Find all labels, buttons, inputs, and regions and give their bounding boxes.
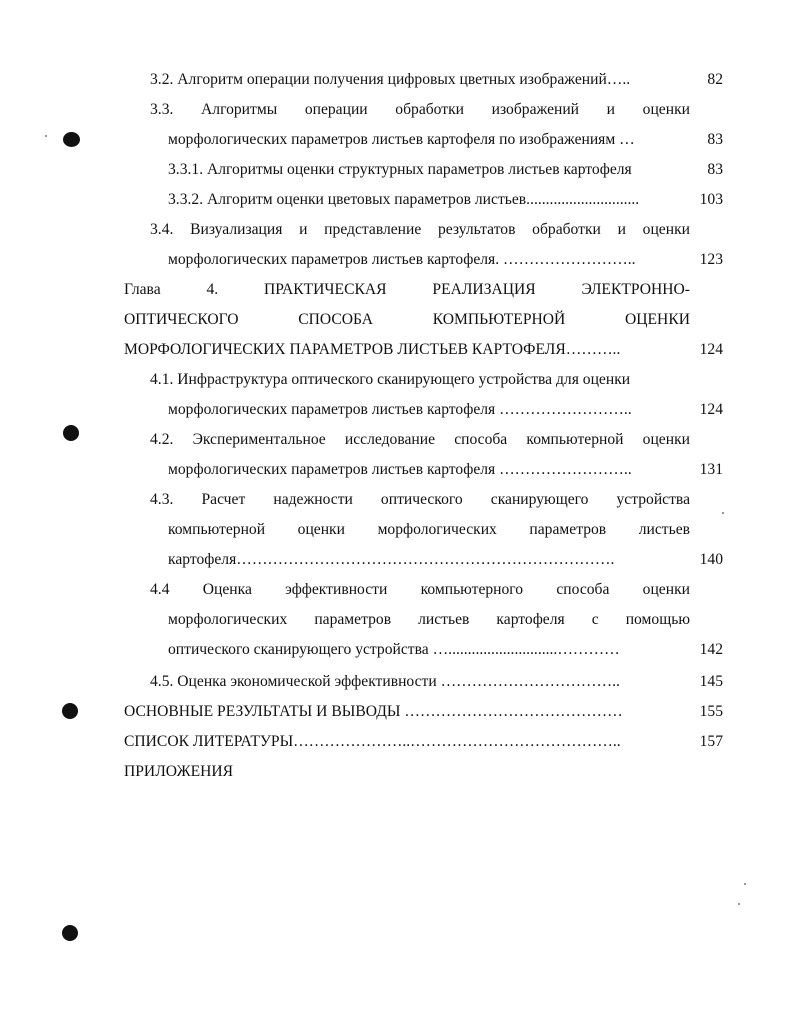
toc-entry-3-4: 3.4. Визуализация и представление результатов обработки и оценки — [150, 221, 690, 238]
scan-speck — [722, 512, 724, 514]
toc-chapter-4-cont: ОПТИЧЕСКОГО СПОСОБА КОМПЬЮТЕРНОЙ ОЦЕНКИ — [124, 311, 690, 328]
toc-page-number: 124 — [699, 401, 723, 418]
toc-chapter-4: Глава 4. ПРАКТИЧЕСКАЯ РЕАЛИЗАЦИЯ ЭЛЕКТРОННО- — [124, 281, 690, 298]
toc-entry-4-2: 4.2. Экспериментальное исследование способа компьютерной оценки — [150, 431, 690, 448]
punch-hole-mark — [62, 925, 78, 941]
toc-entry-3-3-1: 3.3.1. Алгоритмы оценки структурных параметров листьев картофеля — [168, 161, 632, 178]
toc-entry-4-1: 4.1. Инфраструктура оптического сканирующего устройства для оценки — [150, 371, 631, 388]
punch-hole-mark — [62, 703, 78, 719]
toc-entry-3-2: 3.2. Алгоритм операции получения цифровых цветных изображений….. — [150, 71, 631, 88]
scan-speck — [744, 883, 746, 885]
toc-results-conclusions: ОСНОВНЫЕ РЕЗУЛЬТАТЫ И ВЫВОДЫ …………………………………… — [124, 703, 623, 720]
toc-page-number: 124 — [699, 341, 723, 358]
toc-entry-4-5: 4.5. Оценка экономической эффективности …………………………….. — [150, 673, 620, 690]
toc-entry-3-3: 3.3. Алгоритмы операции обработки изображений и оценки — [150, 101, 690, 118]
toc-page-number: 140 — [699, 551, 723, 568]
scan-speck — [738, 903, 740, 905]
toc-entry-3-3-cont: морфологических параметров листьев картофеля по изображениям … — [168, 131, 635, 148]
toc-chapter-4-cont: МОРФОЛОГИЧЕСКИХ ПАРАМЕТРОВ ЛИСТЬЕВ КАРТОФЕЛЯ……….. — [124, 341, 621, 358]
toc-entry-4-3-cont: компьютерной оценки морфологических параметров листьев — [168, 521, 690, 538]
toc-page-number: 83 — [707, 131, 723, 148]
punch-hole-mark — [63, 132, 80, 147]
toc-page-number: 145 — [699, 673, 723, 690]
toc-page-number: 82 — [707, 71, 723, 88]
toc-entry-3-3-2: 3.3.2. Алгоритм оценки цветовых параметров листьев............................. — [168, 191, 640, 208]
toc-page-number: 157 — [699, 733, 723, 750]
toc-entry-4-3-cont: картофеля………………………………………………………………. — [168, 551, 615, 568]
toc-entry-4-4-cont: оптического сканирующего устройства …............................………… — [168, 641, 620, 658]
toc-page-number: 123 — [699, 251, 723, 268]
toc-entry-4-4-cont: морфологических параметров листьев картофеля с помощью — [168, 611, 690, 628]
toc-entry-4-4: 4.4 Оценка эффективности компьютерного способа оценки — [150, 581, 690, 598]
toc-entry-4-3: 4.3. Расчет надежности оптического сканирующего устройства — [150, 491, 690, 508]
toc-page-number: 83 — [707, 161, 723, 178]
toc-entry-4-1-cont: морфологических параметров листьев картофеля …………………….. — [168, 401, 632, 418]
punch-hole-mark — [63, 425, 79, 441]
toc-appendices: ПРИЛОЖЕНИЯ — [124, 763, 234, 780]
scan-speck — [45, 135, 47, 137]
toc-page-number: 142 — [699, 641, 723, 658]
toc-entry-4-2-cont: морфологических параметров листьев картофеля …………………….. — [168, 461, 632, 478]
toc-page-number: 131 — [699, 461, 723, 478]
toc-page-number: 103 — [699, 191, 723, 208]
toc-entry-3-4-cont: морфологических параметров листьев картофеля. …………………….. — [168, 251, 636, 268]
toc-page-number: 155 — [699, 703, 723, 720]
toc-references: СПИСОК ЛИТЕРАТУРЫ…………………..………………………………….. — [124, 733, 621, 750]
